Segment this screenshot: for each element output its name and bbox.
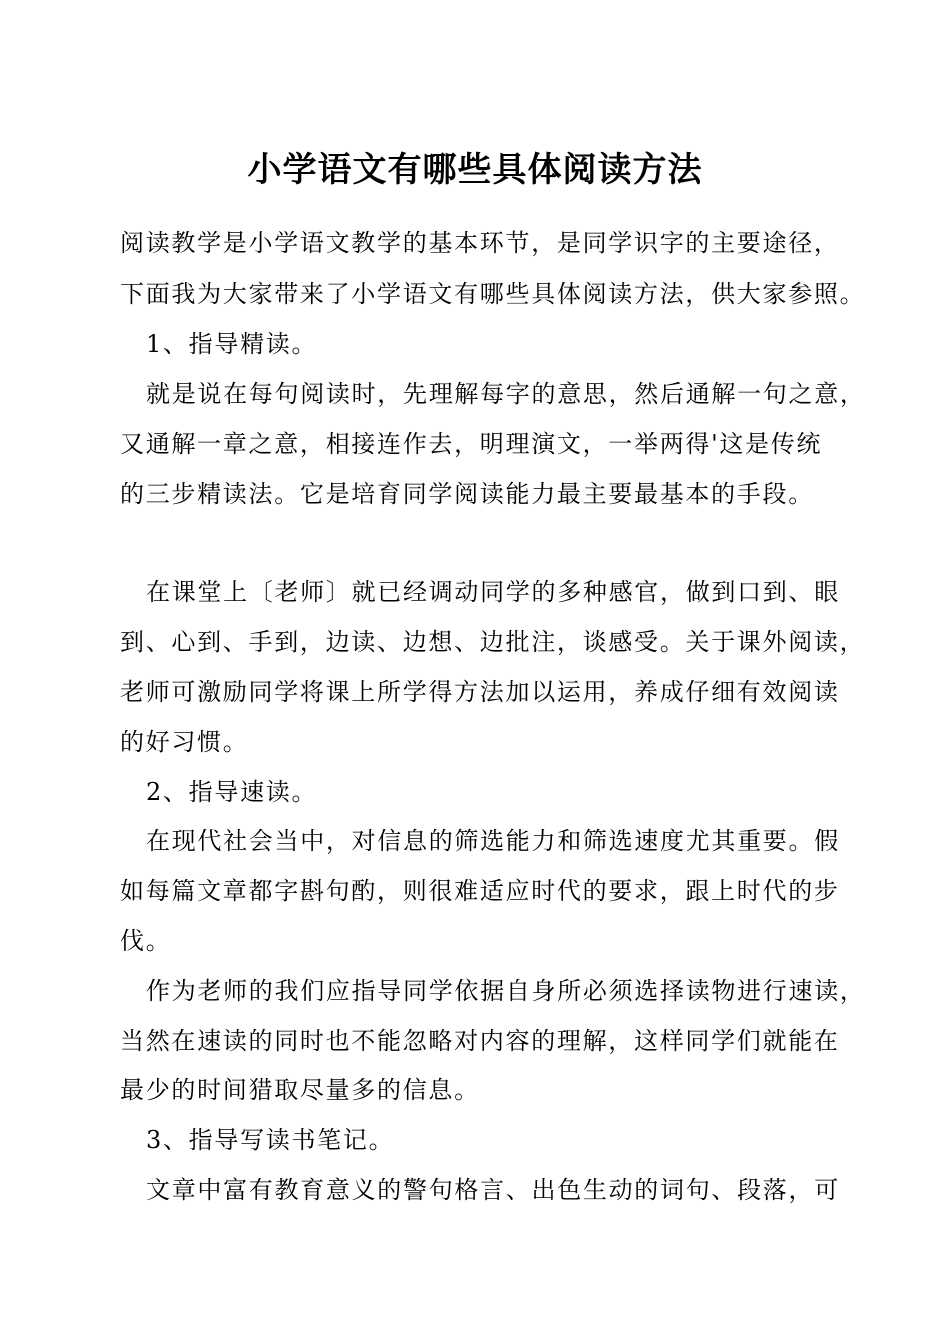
text-line: 的三步精读法。它是培育同学阅读能力最主要最基本的手段。 [120, 480, 814, 508]
section-heading: 1、指导精读。 [146, 330, 318, 358]
text-line: 就是说在每句阅读时，先理解每字的意思，然后通解一句之意， [146, 380, 866, 408]
section-heading: 2、指导速读。 [146, 778, 318, 806]
document-title: 小学语文有哪些具体阅读方法 [247, 150, 703, 190]
text-line: 作为老师的我们应指导同学依据自身所必须选择读物进行速读， [146, 977, 866, 1005]
text-line: 当然在速读的同时也不能忽略对内容的理解，这样同学们就能在 [120, 1027, 840, 1055]
section-heading: 3、指导写读书笔记。 [146, 1126, 395, 1154]
text-line: 在现代社会当中，对信息的筛选能力和筛选速度尤其重要。假 [146, 827, 840, 855]
text-line: 最少的时间猎取尽量多的信息。 [120, 1076, 480, 1104]
text-line: 到、心到、手到，边读、边想、边批注，谈感受。关于课外阅读， [120, 628, 866, 656]
text-line: 的好习惯。 [120, 728, 249, 756]
text-line: 阅读教学是小学语文教学的基本环节，是同学识字的主要途径， [120, 229, 840, 257]
text-line: 下面我为大家带来了小学语文有哪些具体阅读方法，供大家参照。 [120, 280, 866, 308]
text-line: 文章中富有教育意义的警句格言、出色生动的词句、段落，可 [146, 1176, 840, 1204]
text-line: 伐。 [120, 927, 172, 955]
text-line: 在课堂上〔老师〕就已经调动同学的多种感官，做到口到、眼 [146, 578, 840, 606]
text-line: 如每篇文章都字斟句酌，则很难适应时代的要求，跟上时代的步 [120, 877, 840, 905]
text-line: 又通解一章之意，相接连作去，明理演文，一举两得'这是传统 [120, 430, 823, 458]
text-line: 老师可激励同学将课上所学得方法加以运用，养成仔细有效阅读 [120, 678, 840, 706]
